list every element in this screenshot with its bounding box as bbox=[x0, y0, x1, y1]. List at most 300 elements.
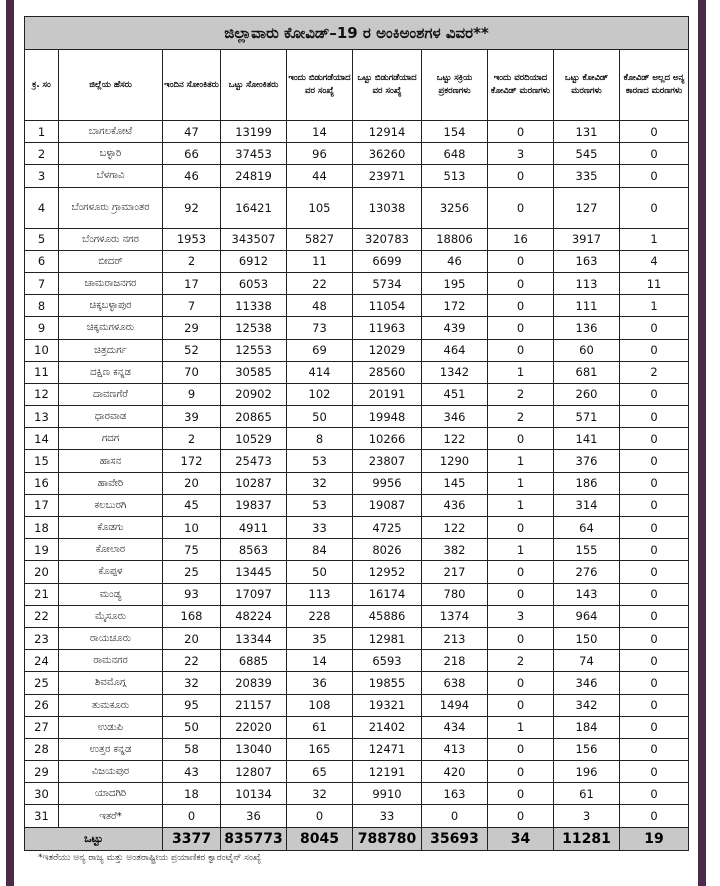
col-header-total-deaths: ಒಟ್ಟು ಕೋವಿಡ್‌ ಮರಣಗಳು bbox=[554, 50, 620, 121]
district-name-cell: ಚಿತ್ರದುರ್ಗ bbox=[59, 339, 163, 361]
today-discharged-cell: 102 bbox=[287, 383, 353, 405]
today-cases-cell: 18 bbox=[163, 783, 221, 805]
total-discharged-cell: 9956 bbox=[353, 472, 422, 494]
serial-cell: 28 bbox=[25, 738, 59, 760]
total-cases-cell: 6053 bbox=[221, 272, 287, 294]
today-discharged-cell: 14 bbox=[287, 121, 353, 143]
active-cases-cell: 172 bbox=[422, 295, 488, 317]
today-deaths-cell: 1 bbox=[488, 539, 554, 561]
total-discharged-cell: 12191 bbox=[353, 761, 422, 783]
today-cases-cell: 58 bbox=[163, 738, 221, 760]
today-discharged-cell: 22 bbox=[287, 272, 353, 294]
total-cases-cell: 6885 bbox=[221, 650, 287, 672]
total-deaths-cell: 186 bbox=[554, 472, 620, 494]
non-covid-deaths-cell: 0 bbox=[620, 738, 689, 760]
serial-cell: 17 bbox=[25, 494, 59, 516]
non-covid-deaths-cell: 0 bbox=[620, 143, 689, 165]
today-cases-cell: 66 bbox=[163, 143, 221, 165]
serial-cell: 3 bbox=[25, 165, 59, 187]
today-deaths-cell: 1 bbox=[488, 472, 554, 494]
table-row bbox=[25, 383, 689, 405]
active-cases-cell: 1342 bbox=[422, 361, 488, 383]
today-cases-cell: 95 bbox=[163, 694, 221, 716]
total-discharged-cell: 33 bbox=[353, 805, 422, 827]
table-row bbox=[25, 561, 689, 583]
total-deaths-cell: 143 bbox=[554, 583, 620, 605]
active-cases-cell: 436 bbox=[422, 494, 488, 516]
total-deaths-cell: 156 bbox=[554, 738, 620, 760]
non-covid-deaths-cell: 0 bbox=[620, 472, 689, 494]
active-cases-cell: 434 bbox=[422, 716, 488, 738]
non-covid-deaths-cell: 0 bbox=[620, 450, 689, 472]
district-name-cell: ಯಾದಗಿರಿ bbox=[59, 783, 163, 805]
total-cases-cell: 17097 bbox=[221, 583, 287, 605]
today-cases-cell: 92 bbox=[163, 187, 221, 228]
total-deaths-cell: 3 bbox=[554, 805, 620, 827]
total-cases-cell: 20865 bbox=[221, 406, 287, 428]
today-cases-cell: 32 bbox=[163, 672, 221, 694]
active-cases-cell: 638 bbox=[422, 672, 488, 694]
today-cases-cell: 50 bbox=[163, 716, 221, 738]
today-deaths-cell: 0 bbox=[488, 250, 554, 272]
total-discharged-cell: 11963 bbox=[353, 317, 422, 339]
today-deaths-cell: 0 bbox=[488, 672, 554, 694]
active-cases-cell: 420 bbox=[422, 761, 488, 783]
serial-cell: 15 bbox=[25, 450, 59, 472]
district-name-cell: ಧಾರವಾಡ bbox=[59, 406, 163, 428]
non-covid-deaths-cell: 11 bbox=[620, 272, 689, 294]
today-discharged-cell: 5827 bbox=[287, 228, 353, 250]
today-cases-cell: 25 bbox=[163, 561, 221, 583]
table-row bbox=[25, 583, 689, 605]
district-name-cell: ಕೊಪ್ಪಳ bbox=[59, 561, 163, 583]
total-cases-cell: 13344 bbox=[221, 627, 287, 649]
non-covid-deaths-cell: 0 bbox=[620, 406, 689, 428]
district-name-cell: ತುಮಕೂರು bbox=[59, 694, 163, 716]
today-cases-cell: 172 bbox=[163, 450, 221, 472]
total-cases-cell: 13199 bbox=[221, 121, 287, 143]
col-header-total-discharged: ಒಟ್ಟು ಬಿಡುಗಡೆಯಾದ ವರ ಸಂಖ್ಯೆ bbox=[353, 50, 422, 121]
serial-cell: 13 bbox=[25, 406, 59, 428]
non-covid-deaths-cell: 0 bbox=[620, 650, 689, 672]
today-cases-cell: 46 bbox=[163, 165, 221, 187]
non-covid-deaths-cell: 0 bbox=[620, 716, 689, 738]
total-discharged-cell: 19948 bbox=[353, 406, 422, 428]
today-deaths-cell: 0 bbox=[488, 272, 554, 294]
district-name-cell: ಚಿಕ್ಕಮಗಳೂರು bbox=[59, 317, 163, 339]
total-deaths-cell: 545 bbox=[554, 143, 620, 165]
table-row bbox=[25, 361, 689, 383]
total-deaths-cell: 184 bbox=[554, 716, 620, 738]
total-cases-cell: 6912 bbox=[221, 250, 287, 272]
today-cases-cell: 20 bbox=[163, 627, 221, 649]
total-cases-cell: 12807 bbox=[221, 761, 287, 783]
district-name-cell: ಇತರೆ* bbox=[59, 805, 163, 827]
today-discharged-cell: 53 bbox=[287, 494, 353, 516]
total-deaths-cell: 61 bbox=[554, 783, 620, 805]
active-cases-cell: 439 bbox=[422, 317, 488, 339]
total-discharged-cell: 12029 bbox=[353, 339, 422, 361]
district-name-cell: ಬೆಂಗಳೂರು ಗ್ರಾಮಾಂತರ bbox=[59, 187, 163, 228]
active-cases-cell: 46 bbox=[422, 250, 488, 272]
total-cases-cell: 48224 bbox=[221, 605, 287, 627]
table-row bbox=[25, 317, 689, 339]
active-cases-cell: 451 bbox=[422, 383, 488, 405]
today-discharged-cell: 61 bbox=[287, 716, 353, 738]
today-cases-cell: 47 bbox=[163, 121, 221, 143]
non-covid-deaths-cell: 0 bbox=[620, 428, 689, 450]
total-cases-cell: 24819 bbox=[221, 165, 287, 187]
total-cases-cell: 8563 bbox=[221, 539, 287, 561]
active-cases-cell: 413 bbox=[422, 738, 488, 760]
non-covid-deaths-cell: 0 bbox=[620, 583, 689, 605]
today-deaths-cell: 1 bbox=[488, 450, 554, 472]
total-label: ಒಟ್ಟು bbox=[25, 827, 163, 850]
total-cell: 19 bbox=[620, 827, 689, 850]
serial-cell: 9 bbox=[25, 317, 59, 339]
total-cell: 34 bbox=[488, 827, 554, 850]
district-name-cell: ಹಾವೇರಿ bbox=[59, 472, 163, 494]
col-header-active-cases: ಒಟ್ಟು ಸಕ್ರಿಯ ಪ್ರಕರಣಗಳು bbox=[422, 50, 488, 121]
today-discharged-cell: 8 bbox=[287, 428, 353, 450]
active-cases-cell: 213 bbox=[422, 627, 488, 649]
today-deaths-cell: 0 bbox=[488, 317, 554, 339]
serial-cell: 14 bbox=[25, 428, 59, 450]
table-title: ಜಿಲ್ಲಾವಾರು ಕೋವಿಡ್‌–19 ರ ಅಂಕಿಅಂಶಗಳ ವಿವರ** bbox=[25, 17, 689, 50]
table-row bbox=[25, 650, 689, 672]
table-row bbox=[25, 339, 689, 361]
non-covid-deaths-cell: 4 bbox=[620, 250, 689, 272]
serial-cell: 23 bbox=[25, 627, 59, 649]
total-deaths-cell: 376 bbox=[554, 450, 620, 472]
active-cases-cell: 18806 bbox=[422, 228, 488, 250]
total-cases-cell: 25473 bbox=[221, 450, 287, 472]
total-cases-cell: 21157 bbox=[221, 694, 287, 716]
total-deaths-cell: 64 bbox=[554, 517, 620, 539]
non-covid-deaths-cell: 0 bbox=[620, 317, 689, 339]
non-covid-deaths-cell: 1 bbox=[620, 295, 689, 317]
serial-cell: 26 bbox=[25, 694, 59, 716]
footnote: *ಇತರೆಯು ಅನ್ಯ ರಾಜ್ಯ ಮತ್ತು ಅಂತರಾಷ್ಟ್ರೀಯ ಪ್ರಯಾಣಿಕರ ಕ್ವಾರಂಟೈನ್‌ ಸಂಖ್ಯೆ bbox=[38, 853, 262, 863]
non-covid-deaths-cell: 0 bbox=[620, 165, 689, 187]
total-deaths-cell: 314 bbox=[554, 494, 620, 516]
today-discharged-cell: 0 bbox=[287, 805, 353, 827]
table-row bbox=[25, 761, 689, 783]
non-covid-deaths-cell: 2 bbox=[620, 361, 689, 383]
total-cases-cell: 4911 bbox=[221, 517, 287, 539]
col-header-today-cases: ಇಂದಿನ ಸೋಂಕಿತರು bbox=[163, 50, 221, 121]
total-deaths-cell: 60 bbox=[554, 339, 620, 361]
table-row bbox=[25, 494, 689, 516]
serial-cell: 5 bbox=[25, 228, 59, 250]
col-header-non-covid-deaths: ಕೋವಿಡ್‌ ಅಲ್ಲದ ಅನ್ಯ ಕಾರಣದ ಮರಣಗಳು bbox=[620, 50, 689, 121]
today-deaths-cell: 0 bbox=[488, 761, 554, 783]
total-discharged-cell: 10266 bbox=[353, 428, 422, 450]
col-header-total-cases: ಒಟ್ಟು ಸೋಂಕಿತರು bbox=[221, 50, 287, 121]
today-deaths-cell: 0 bbox=[488, 694, 554, 716]
today-deaths-cell: 0 bbox=[488, 627, 554, 649]
serial-cell: 12 bbox=[25, 383, 59, 405]
total-discharged-cell: 20191 bbox=[353, 383, 422, 405]
today-deaths-cell: 3 bbox=[488, 605, 554, 627]
total-discharged-cell: 320783 bbox=[353, 228, 422, 250]
non-covid-deaths-cell: 0 bbox=[620, 627, 689, 649]
active-cases-cell: 1290 bbox=[422, 450, 488, 472]
total-cases-cell: 12553 bbox=[221, 339, 287, 361]
district-name-cell: ಬೀದರ್‌ bbox=[59, 250, 163, 272]
table-row bbox=[25, 165, 689, 187]
active-cases-cell: 346 bbox=[422, 406, 488, 428]
total-cases-cell: 36 bbox=[221, 805, 287, 827]
today-discharged-cell: 36 bbox=[287, 672, 353, 694]
active-cases-cell: 1374 bbox=[422, 605, 488, 627]
district-name-cell: ಶಿವಮೊಗ್ಗ bbox=[59, 672, 163, 694]
table-row bbox=[25, 295, 689, 317]
today-discharged-cell: 50 bbox=[287, 561, 353, 583]
total-cases-cell: 22020 bbox=[221, 716, 287, 738]
serial-cell: 18 bbox=[25, 517, 59, 539]
total-deaths-cell: 163 bbox=[554, 250, 620, 272]
non-covid-deaths-cell: 0 bbox=[620, 805, 689, 827]
today-discharged-cell: 33 bbox=[287, 517, 353, 539]
col-header-today-discharged: ಇಂದು ಬಿಡುಗಡೆಯಾದ ವರ ಸಂಖ್ಯೆ bbox=[287, 50, 353, 121]
today-deaths-cell: 3 bbox=[488, 143, 554, 165]
col-header-serial: ಕ್ರ. ಸಂ bbox=[25, 50, 59, 121]
total-discharged-cell: 11054 bbox=[353, 295, 422, 317]
active-cases-cell: 163 bbox=[422, 783, 488, 805]
table-row bbox=[25, 738, 689, 760]
table-row bbox=[25, 143, 689, 165]
district-name-cell: ದಕ್ಷಿಣ ಕನ್ನಡ bbox=[59, 361, 163, 383]
total-deaths-cell: 74 bbox=[554, 650, 620, 672]
total-discharged-cell: 23971 bbox=[353, 165, 422, 187]
non-covid-deaths-cell: 0 bbox=[620, 672, 689, 694]
table-row bbox=[25, 472, 689, 494]
today-discharged-cell: 32 bbox=[287, 783, 353, 805]
total-discharged-cell: 23807 bbox=[353, 450, 422, 472]
active-cases-cell: 195 bbox=[422, 272, 488, 294]
total-deaths-cell: 150 bbox=[554, 627, 620, 649]
district-name-cell: ಉಡುಪಿ bbox=[59, 716, 163, 738]
total-discharged-cell: 6593 bbox=[353, 650, 422, 672]
total-deaths-cell: 131 bbox=[554, 121, 620, 143]
today-discharged-cell: 44 bbox=[287, 165, 353, 187]
active-cases-cell: 3256 bbox=[422, 187, 488, 228]
serial-cell: 22 bbox=[25, 605, 59, 627]
today-discharged-cell: 105 bbox=[287, 187, 353, 228]
today-discharged-cell: 84 bbox=[287, 539, 353, 561]
total-deaths-cell: 136 bbox=[554, 317, 620, 339]
total-cases-cell: 13445 bbox=[221, 561, 287, 583]
today-deaths-cell: 16 bbox=[488, 228, 554, 250]
total-discharged-cell: 21402 bbox=[353, 716, 422, 738]
total-deaths-cell: 681 bbox=[554, 361, 620, 383]
today-discharged-cell: 53 bbox=[287, 450, 353, 472]
total-deaths-cell: 127 bbox=[554, 187, 620, 228]
district-name-cell: ರಾಮನಗರ bbox=[59, 650, 163, 672]
today-discharged-cell: 96 bbox=[287, 143, 353, 165]
today-deaths-cell: 1 bbox=[488, 494, 554, 516]
total-discharged-cell: 4725 bbox=[353, 517, 422, 539]
table-row bbox=[25, 716, 689, 738]
district-name-cell: ಚಿಕ್ಕಬಳ್ಳಾಪುರ bbox=[59, 295, 163, 317]
district-name-cell: ಬೆಳಗಾವಿ bbox=[59, 165, 163, 187]
today-deaths-cell: 2 bbox=[488, 383, 554, 405]
serial-cell: 1 bbox=[25, 121, 59, 143]
today-discharged-cell: 14 bbox=[287, 650, 353, 672]
total-deaths-cell: 155 bbox=[554, 539, 620, 561]
active-cases-cell: 217 bbox=[422, 561, 488, 583]
district-name-cell: ಕೊಡಗು bbox=[59, 517, 163, 539]
today-cases-cell: 0 bbox=[163, 805, 221, 827]
district-name-cell: ದಾವಣಗೆರೆ bbox=[59, 383, 163, 405]
total-deaths-cell: 113 bbox=[554, 272, 620, 294]
district-name-cell: ಬಳ್ಳಾರಿ bbox=[59, 143, 163, 165]
total-cases-cell: 30585 bbox=[221, 361, 287, 383]
total-discharged-cell: 45886 bbox=[353, 605, 422, 627]
total-deaths-cell: 571 bbox=[554, 406, 620, 428]
total-cases-cell: 343507 bbox=[221, 228, 287, 250]
district-name-cell: ಉತ್ತರ ಕನ್ನಡ bbox=[59, 738, 163, 760]
total-cell: 3377 bbox=[163, 827, 221, 850]
total-deaths-cell: 276 bbox=[554, 561, 620, 583]
today-discharged-cell: 35 bbox=[287, 627, 353, 649]
today-cases-cell: 75 bbox=[163, 539, 221, 561]
total-deaths-cell: 346 bbox=[554, 672, 620, 694]
today-discharged-cell: 32 bbox=[287, 472, 353, 494]
today-cases-cell: 45 bbox=[163, 494, 221, 516]
total-cases-cell: 20902 bbox=[221, 383, 287, 405]
serial-cell: 30 bbox=[25, 783, 59, 805]
total-cases-cell: 12538 bbox=[221, 317, 287, 339]
today-cases-cell: 2 bbox=[163, 428, 221, 450]
serial-cell: 10 bbox=[25, 339, 59, 361]
serial-cell: 11 bbox=[25, 361, 59, 383]
today-cases-cell: 10 bbox=[163, 517, 221, 539]
today-deaths-cell: 0 bbox=[488, 783, 554, 805]
today-deaths-cell: 1 bbox=[488, 361, 554, 383]
serial-cell: 8 bbox=[25, 295, 59, 317]
active-cases-cell: 122 bbox=[422, 428, 488, 450]
active-cases-cell: 1494 bbox=[422, 694, 488, 716]
district-name-cell: ಚಾಮರಾಜನಗರ bbox=[59, 272, 163, 294]
active-cases-cell: 513 bbox=[422, 165, 488, 187]
today-discharged-cell: 65 bbox=[287, 761, 353, 783]
non-covid-deaths-cell: 0 bbox=[620, 561, 689, 583]
today-cases-cell: 2 bbox=[163, 250, 221, 272]
table-row bbox=[25, 406, 689, 428]
table-row bbox=[25, 605, 689, 627]
total-cases-cell: 19837 bbox=[221, 494, 287, 516]
today-deaths-cell: 0 bbox=[488, 339, 554, 361]
table-row bbox=[25, 694, 689, 716]
today-cases-cell: 39 bbox=[163, 406, 221, 428]
table-row bbox=[25, 517, 689, 539]
total-cell: 11281 bbox=[554, 827, 620, 850]
table-row bbox=[25, 250, 689, 272]
today-cases-cell: 93 bbox=[163, 583, 221, 605]
district-name-cell: ಬಾಗಲಕೋಟೆ bbox=[59, 121, 163, 143]
non-covid-deaths-cell: 0 bbox=[620, 694, 689, 716]
district-name-cell: ಹಾಸನ bbox=[59, 450, 163, 472]
table-row bbox=[25, 539, 689, 561]
serial-cell: 25 bbox=[25, 672, 59, 694]
non-covid-deaths-cell: 0 bbox=[620, 187, 689, 228]
total-cases-cell: 16421 bbox=[221, 187, 287, 228]
total-discharged-cell: 12471 bbox=[353, 738, 422, 760]
non-covid-deaths-cell: 0 bbox=[620, 539, 689, 561]
active-cases-cell: 154 bbox=[422, 121, 488, 143]
active-cases-cell: 382 bbox=[422, 539, 488, 561]
total-deaths-cell: 342 bbox=[554, 694, 620, 716]
total-row bbox=[25, 827, 689, 850]
serial-cell: 29 bbox=[25, 761, 59, 783]
non-covid-deaths-cell: 0 bbox=[620, 339, 689, 361]
today-discharged-cell: 165 bbox=[287, 738, 353, 760]
today-discharged-cell: 73 bbox=[287, 317, 353, 339]
non-covid-deaths-cell: 1 bbox=[620, 228, 689, 250]
non-covid-deaths-cell: 0 bbox=[620, 517, 689, 539]
total-deaths-cell: 964 bbox=[554, 605, 620, 627]
serial-cell: 19 bbox=[25, 539, 59, 561]
non-covid-deaths-cell: 0 bbox=[620, 605, 689, 627]
table-row bbox=[25, 228, 689, 250]
today-deaths-cell: 0 bbox=[488, 295, 554, 317]
total-deaths-cell: 260 bbox=[554, 383, 620, 405]
total-cases-cell: 10287 bbox=[221, 472, 287, 494]
today-cases-cell: 20 bbox=[163, 472, 221, 494]
today-discharged-cell: 48 bbox=[287, 295, 353, 317]
district-name-cell: ರಾಯಚೂರು bbox=[59, 627, 163, 649]
table-row bbox=[25, 783, 689, 805]
table-row bbox=[25, 672, 689, 694]
total-discharged-cell: 19087 bbox=[353, 494, 422, 516]
non-covid-deaths-cell: 0 bbox=[620, 783, 689, 805]
total-discharged-cell: 8026 bbox=[353, 539, 422, 561]
today-deaths-cell: 0 bbox=[488, 738, 554, 760]
today-deaths-cell: 0 bbox=[488, 165, 554, 187]
table-row bbox=[25, 121, 689, 143]
serial-cell: 27 bbox=[25, 716, 59, 738]
today-discharged-cell: 113 bbox=[287, 583, 353, 605]
active-cases-cell: 464 bbox=[422, 339, 488, 361]
district-name-cell: ಕೋಲಾರ bbox=[59, 539, 163, 561]
total-cell: 788780 bbox=[353, 827, 422, 850]
non-covid-deaths-cell: 0 bbox=[620, 761, 689, 783]
today-cases-cell: 7 bbox=[163, 295, 221, 317]
today-discharged-cell: 108 bbox=[287, 694, 353, 716]
total-deaths-cell: 335 bbox=[554, 165, 620, 187]
today-deaths-cell: 2 bbox=[488, 406, 554, 428]
today-deaths-cell: 0 bbox=[488, 517, 554, 539]
district-name-cell: ಬೆಂಗಳೂರು ನಗರ bbox=[59, 228, 163, 250]
today-deaths-cell: 0 bbox=[488, 805, 554, 827]
active-cases-cell: 122 bbox=[422, 517, 488, 539]
active-cases-cell: 0 bbox=[422, 805, 488, 827]
today-deaths-cell: 0 bbox=[488, 187, 554, 228]
total-discharged-cell: 28560 bbox=[353, 361, 422, 383]
district-name-cell: ವಿಜಯಪುರ bbox=[59, 761, 163, 783]
serial-cell: 20 bbox=[25, 561, 59, 583]
today-discharged-cell: 50 bbox=[287, 406, 353, 428]
serial-cell: 6 bbox=[25, 250, 59, 272]
header-row bbox=[25, 50, 689, 121]
total-cell: 35693 bbox=[422, 827, 488, 850]
active-cases-cell: 218 bbox=[422, 650, 488, 672]
serial-cell: 2 bbox=[25, 143, 59, 165]
active-cases-cell: 780 bbox=[422, 583, 488, 605]
serial-cell: 7 bbox=[25, 272, 59, 294]
